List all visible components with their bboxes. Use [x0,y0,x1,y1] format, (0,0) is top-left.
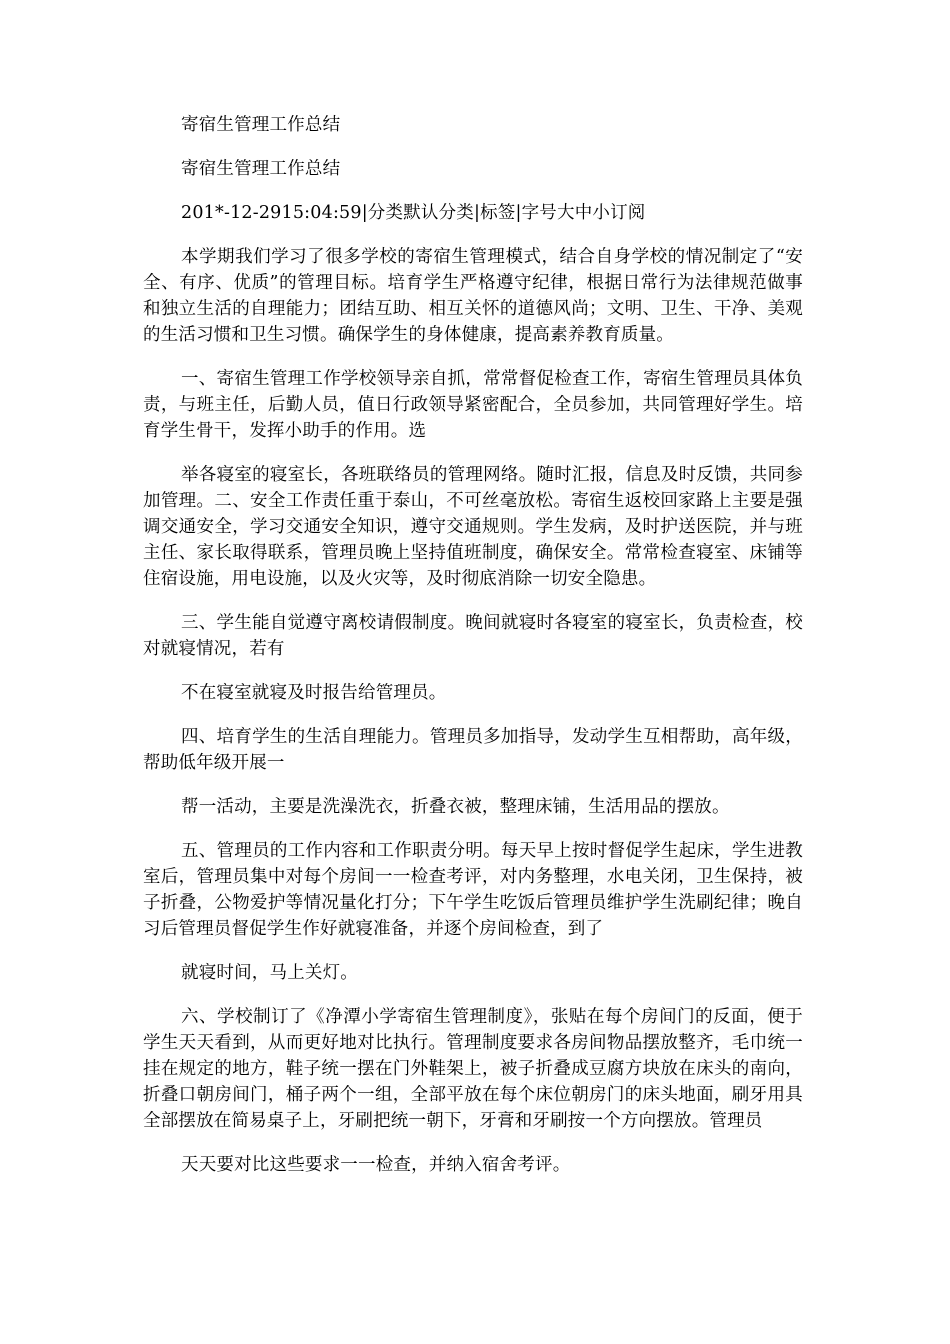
paragraph-section-3: 三、学生能自觉遵守离校请假制度。晚间就寝时各寝室的寝室长，负责检查，校对就寝情况，若有 [143,613,803,659]
paragraph-section-5-continued: 就寝时间，马上关灯。 [181,963,358,983]
paragraph-section-3-continued: 不在寝室就寝及时报告给管理员。 [181,683,447,703]
paragraph-section-5: 五、管理员的工作内容和工作职责分明。每天早上按时督促学生起床，学生进教室后，管理员集中对每个房间一一检查考评，对内务整理，水电关闭，卫生保持，被子折叠，公物爱护等情况量化打分；下午学生吃饭后管理员维护学生洗刷纪律；晚自习后管理员督促学生作好就寝准备，并逐个房间检查，到了 [143,841,803,939]
document-subtitle: 寄宿生管理工作总结 [181,159,341,179]
document-body [143,112,803,1196]
paragraph-section-4: 四、培育学生的生活自理能力。管理员多加指导，发动学生互相帮助，高年级，帮助低年级开展一 [143,727,803,773]
paragraph-section-6-continued: 天天要对比这些要求一一检查，并纳入宿舍考评。 [181,1155,571,1175]
paragraph-section-1-continued: 举各寝室的寝室长，各班联络员的管理网络。随时汇报，信息及时反馈，共同参加管理。二、安全工作责任重于泰山，不可丝毫放松。寄宿生返校回家路上主要是强调交通安全，学习交通安全知识，遵守交通规则。学生发病，及时护送医院，并与班主任、家长取得联系，管理员晚上坚持值班制度，确保安全。常常检查寝室、床铺等住宿设施，用电设施，以及火灾等，及时彻底消除一切安全隐患。 [143,465,803,589]
document-title: 寄宿生管理工作总结 [181,115,341,135]
document-meta-line: 201*-12-2915:04:59|分类默认分类|标签|字号大中小订阅 [181,203,646,223]
paragraph-intro: 本学期我们学习了很多学校的寄宿生管理模式，结合自身学校的情况制定了“安全、有序、优质”的管理目标。培育学生严格遵守纪律，根据日常行为法律规范做事和独立生活的自理能力；团结互助、相互关怀的道德风尚；文明、卫生、干净、美观的生活习惯和卫生习惯。确保学生的身体健康，提高素养教育质量。 [143,247,803,345]
paragraph-section-6: 六、学校制订了《净潭小学寄宿生管理制度》，张贴在每个房间门的反面，便于学生天天看到，从而更好地对比执行。管理制度要求各房间物品摆放整齐，毛巾统一挂在规定的地方，鞋子统一摆在门外鞋架上，被子折叠成豆腐方块放在床头的南向，折叠口朝房间门，桶子两个一组，全部平放在每个床位朝房门的床头地面，刷牙用具全部摆放在简易桌子上，牙刷把统一朝下，牙膏和牙刷按一个方向摆放。管理员 [143,1007,803,1131]
paragraph-section-1: 一、寄宿生管理工作学校领导亲自抓，常常督促检查工作，寄宿生管理员具体负责，与班主任，后勤人员，值日行政领导紧密配合，全员参加，共同管理好学生。培育学生骨干，发挥小助手的作用。选 [143,369,803,441]
paragraph-section-4-continued: 帮一活动，主要是洗澡洗衣，折叠衣被，整理床铺，生活用品的摆放。 [181,797,730,817]
